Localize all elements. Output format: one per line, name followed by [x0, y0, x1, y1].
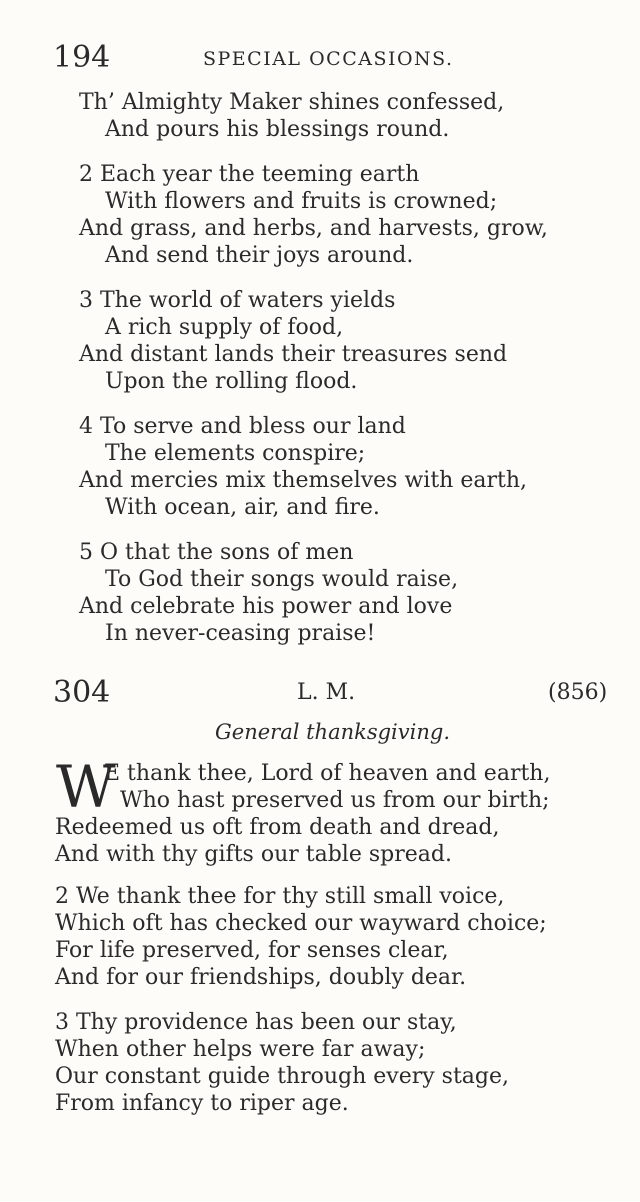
verse-line: 4 To serve and bless our land [79, 414, 406, 439]
verse-line: And grass, and herbs, and harvests, grow, [79, 216, 548, 241]
verse-line: 3 Thy providence has been our stay, [55, 1010, 457, 1035]
verse-line: Who hast preserved us from our birth; [120, 788, 550, 813]
verse-line: And with thy gifts our table spread. [55, 842, 452, 867]
verse-line: 5 O that the sons of men [79, 540, 354, 565]
verse-line: Upon the rolling flood. [105, 369, 358, 394]
verse-line: A rich supply of food, [105, 315, 344, 340]
verse-line: And send their joys around. [105, 243, 414, 268]
verse-line: Redeemed us oft from death and dread, [55, 815, 500, 840]
hymn-reference: (856) [548, 680, 608, 705]
verse-line: And pours his blessings round. [105, 117, 450, 142]
verse-line: In never-ceasing praise! [105, 621, 376, 646]
verse-line: Which oft has checked our wayward choice; [55, 911, 547, 936]
hymn-subtitle: General thanksgiving. [215, 720, 450, 744]
running-head: SPECIAL OCCASIONS. [203, 48, 454, 70]
verse-line: And for our friendships, doubly dear. [55, 965, 467, 990]
verse-line: From infancy to riper age. [55, 1091, 349, 1116]
verse-line: And distant lands their treasures send [79, 342, 508, 367]
verse-line: With flowers and fruits is crowned; [105, 189, 498, 214]
verse-line: When other helps were far away; [55, 1037, 426, 1062]
page-number: 194 [53, 40, 111, 75]
verse-line: Th’ Almighty Maker shines confessed, [79, 90, 505, 115]
verse-line: To God their songs would raise, [105, 567, 459, 592]
hymn-number: 304 [53, 675, 111, 710]
verse-line: And mercies mix themselves with earth, [79, 468, 527, 493]
page-header [53, 40, 613, 76]
drop-cap: W [56, 753, 116, 821]
verse-line: E thank thee, Lord of heaven and earth, [104, 761, 551, 786]
verse-line: 2 Each year the teeming earth [79, 162, 420, 187]
verse-line: And celebrate his power and love [79, 594, 453, 619]
verse-line: 3 The world of waters yields [79, 288, 396, 313]
verse-line: Our constant guide through every stage, [55, 1064, 510, 1089]
hymn-meter: L. M. [297, 680, 356, 705]
verse-line: 2 We thank thee for thy still small voice, [55, 884, 505, 909]
verse-line: For life preserved, for senses clear, [55, 938, 449, 963]
verse-line: With ocean, air, and fire. [105, 495, 380, 520]
verse-line: The elements conspire; [105, 441, 366, 466]
